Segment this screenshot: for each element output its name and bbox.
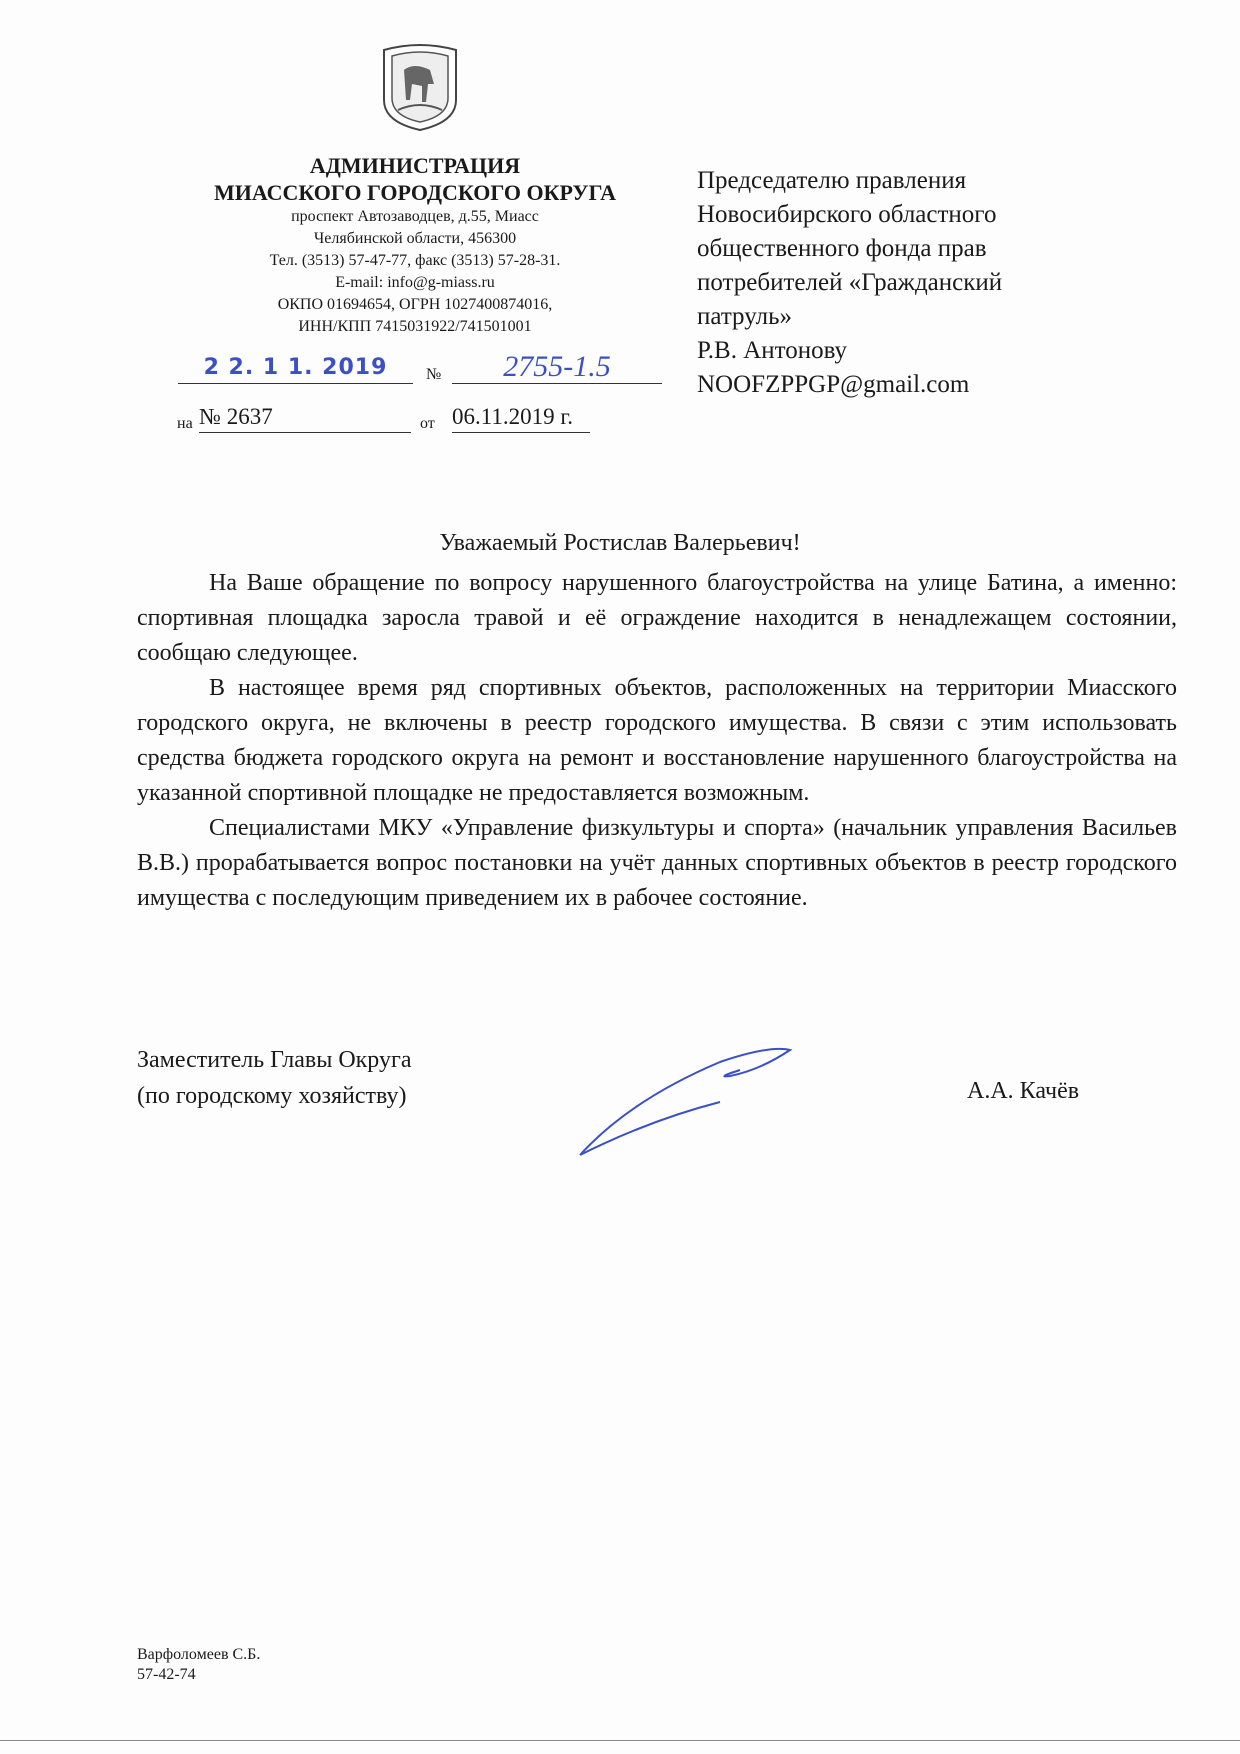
greeting: Уважаемый Ростислав Валерьевич!	[439, 530, 801, 556]
address-line2: Челябинской области, 456300	[313, 230, 517, 247]
inn-kpp: ИНН/КПП 7415031922/741501001	[298, 318, 532, 335]
recipient-line: потребителей «Гражданский	[697, 269, 1003, 296]
ref-from-label: от	[420, 415, 435, 432]
recipient-block	[697, 164, 1002, 402]
outgoing-number-field	[452, 350, 662, 384]
position-line1: Заместитель Главы Округа	[137, 1047, 412, 1073]
scan-edge-line	[0, 1740, 1240, 1741]
ref-number: № 2637	[199, 404, 411, 433]
paragraph: На Ваше обращение по вопросу нарушенного благоустройства на улице Батина, а именно: спортивная площадка заросла травой и её ограждение находится в ненадлежащем состоянии, сообщаю следующее.	[137, 570, 1177, 666]
number-label: №	[426, 366, 442, 383]
address-line1: проспект Автозаводцев, д.55, Миасс	[291, 208, 539, 225]
email: E-mail: info@g-miass.ru	[335, 274, 495, 291]
position-line2: (по городскому хозяйству)	[137, 1083, 407, 1109]
ref-prefix: на	[177, 415, 193, 432]
coat-of-arms-icon	[374, 40, 466, 132]
letterhead	[170, 152, 660, 338]
executor-info	[137, 1645, 260, 1685]
outgoing-date-field	[178, 355, 413, 384]
recipient-line: патруль»	[697, 303, 793, 330]
signatory-position	[137, 1042, 412, 1114]
paragraph: Специалистами МКУ «Управление физкультуры и спорта» (начальник управления Васильев В.В.) прорабатывается вопрос постановки на учёт данных спортивных объектов в реестр городского имущества с последующим приведением их в рабочее состояние.	[137, 815, 1177, 911]
date-stamp: 2 2. 1 1. 2019	[203, 355, 388, 380]
recipient-name: Р.В. Антонову	[697, 337, 848, 364]
recipient-line: Новосибирского областного	[697, 201, 997, 228]
phone-fax: Тел. (3513) 57-47-77, факс (3513) 57-28-31.	[269, 252, 561, 269]
paragraph: В настоящее время ряд спортивных объектов, расположенных на территории Миасского городского округа, не включены в реестр городского имущества. В связи с этим использовать средства бюджета городского округа на ремонт и восстановление нарушенного благоустройства на указанной спортивной площадке не предоставляется возможным.	[137, 675, 1177, 806]
okpo-ogrn: ОКПО 01694654, ОГРН 1027400874016,	[277, 296, 553, 313]
handwritten-number: 2755-1.5	[503, 350, 611, 383]
recipient-line: Председателю правления	[697, 167, 967, 194]
letter-body	[137, 566, 1177, 916]
ref-date: 06.11.2019 г.	[452, 404, 590, 433]
org-name-line2: МИАССКОГО ГОРОДСКОГО ОКРУГА	[213, 180, 617, 205]
recipient-email: NOOFZPPGP@gmail.com	[697, 371, 970, 398]
executor-name: Варфоломеев С.Б.	[137, 1646, 261, 1663]
recipient-line: общественного фонда прав	[697, 235, 987, 262]
executor-phone: 57-42-74	[137, 1666, 196, 1683]
handwritten-signature	[570, 1040, 800, 1160]
org-name-line1: АДМИНИСТРАЦИЯ	[309, 153, 521, 178]
signatory-name: А.А. Качёв	[967, 1078, 1080, 1104]
